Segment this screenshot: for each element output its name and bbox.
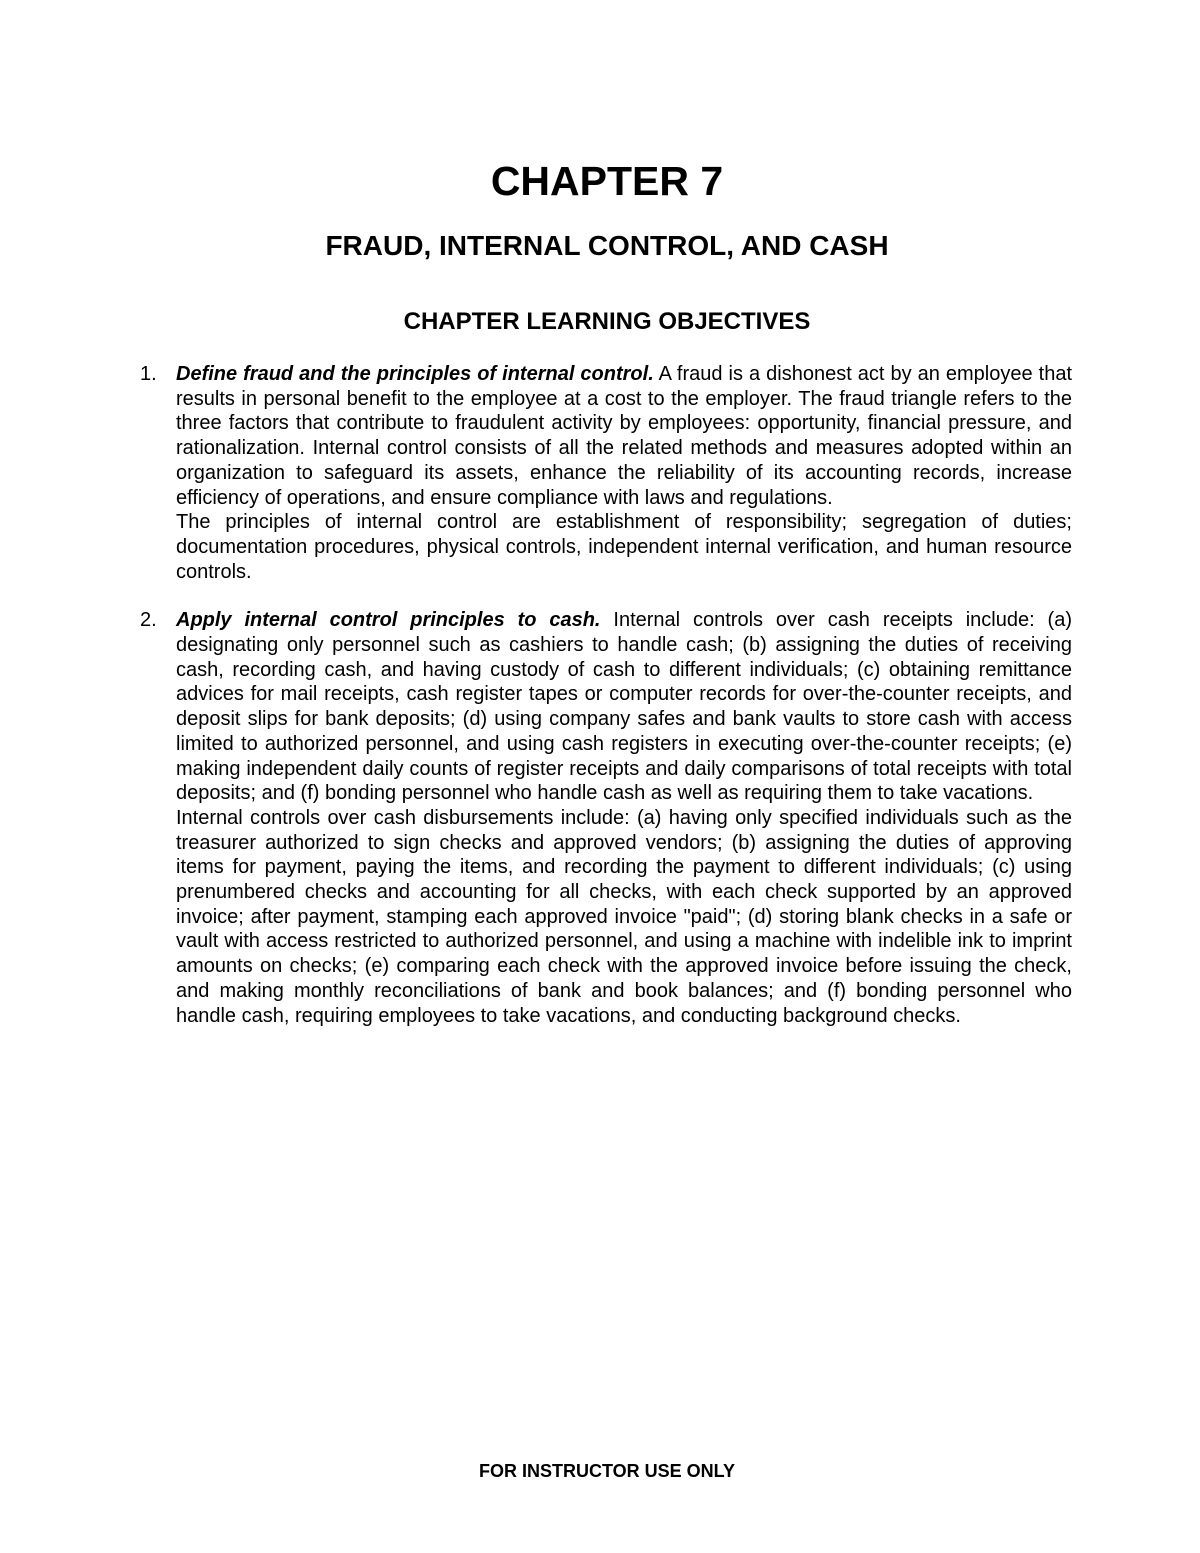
objective-lead: Apply internal control principles to cash. — [176, 609, 601, 632]
objective-number: 2. — [140, 609, 157, 632]
objective-text: Internal controls over cash receipts include: (a) designating only personnel such as cashiers to handle cash; (b) assigning the duties of receiving cash, recording cash, and having custody of cash to different individuals; (c) obtaining remittance advices for mail receipts, cash register tapes or computer records for over-the-counter receipts, and deposit slips for bank deposits; (d) using company safes and bank vaults to store cash with access limited to authorized personnel, and using cash registers in executing over-the-counter receipts; (e) making independent daily counts of register receipts and daily comparisons of total receipts with total deposits; and (f) bonding personnel who handle cash as well as requiring them to take vacations. — [176, 609, 1073, 805]
learning-objectives-list — [0, 362, 1200, 1028]
objective-item-2 — [0, 608, 1072, 1028]
objective-number: 1. — [140, 363, 157, 385]
objective-item-1 — [0, 362, 1072, 584]
objective-paragraph — [176, 362, 1072, 510]
footer-notice: FOR INSTRUCTOR USE ONLY — [478, 1461, 736, 1481]
learning-objectives-heading: CHAPTER LEARNING OBJECTIVES — [403, 308, 811, 335]
chapter-title: FRAUD, INTERNAL CONTROL, AND CASH — [325, 230, 889, 261]
chapter-number: CHAPTER 7 — [490, 158, 724, 204]
objective-paragraph-continued: The principles of internal control are establishment of responsibility; segregation of duties; documentation procedures, physical controls, independent internal verification, and human resource controls. — [176, 511, 1072, 583]
objective-paragraph-continued: Internal controls over cash disbursements include: (a) having only specified individuals such as the treasurer authorized to sign checks and approved vendors; (b) assigning the duties of approving items for payment, paying the items, and recording the payment to different individuals; (c) using prenumbered checks and accounting for all checks, with each check supported by an approved invoice; after payment, stamping each approved invoice "paid"; (d) storing blank checks in a safe or vault with access restricted to authorized personnel, and using a machine with indelible ink to imprint amounts on checks; (e) comparing each check with the approved invoice before issuing the check, and making monthly reconciliations of bank and book balances; and (f) bonding personnel who handle cash, requiring employees to take vacations, and conducting background checks. — [176, 806, 1072, 1027]
objective-lead: Define fraud and the principles of internal control. — [176, 363, 654, 385]
objective-paragraph — [176, 608, 1072, 806]
objective-text: A fraud is a dishonest act by an employee that results in personal benefit to the employee at a cost to the employer. The fraud triangle refers to the three factors that contribute to fraudulent activity by employees: opportunity, financial pressure, and rationalization. Internal control consists of all the related methods and measures adopted within an organization to safeguard its assets, enhance the reliability of its accounting records, increase efficiency of operations, and ensure compliance with laws and regulations. — [176, 363, 1072, 509]
